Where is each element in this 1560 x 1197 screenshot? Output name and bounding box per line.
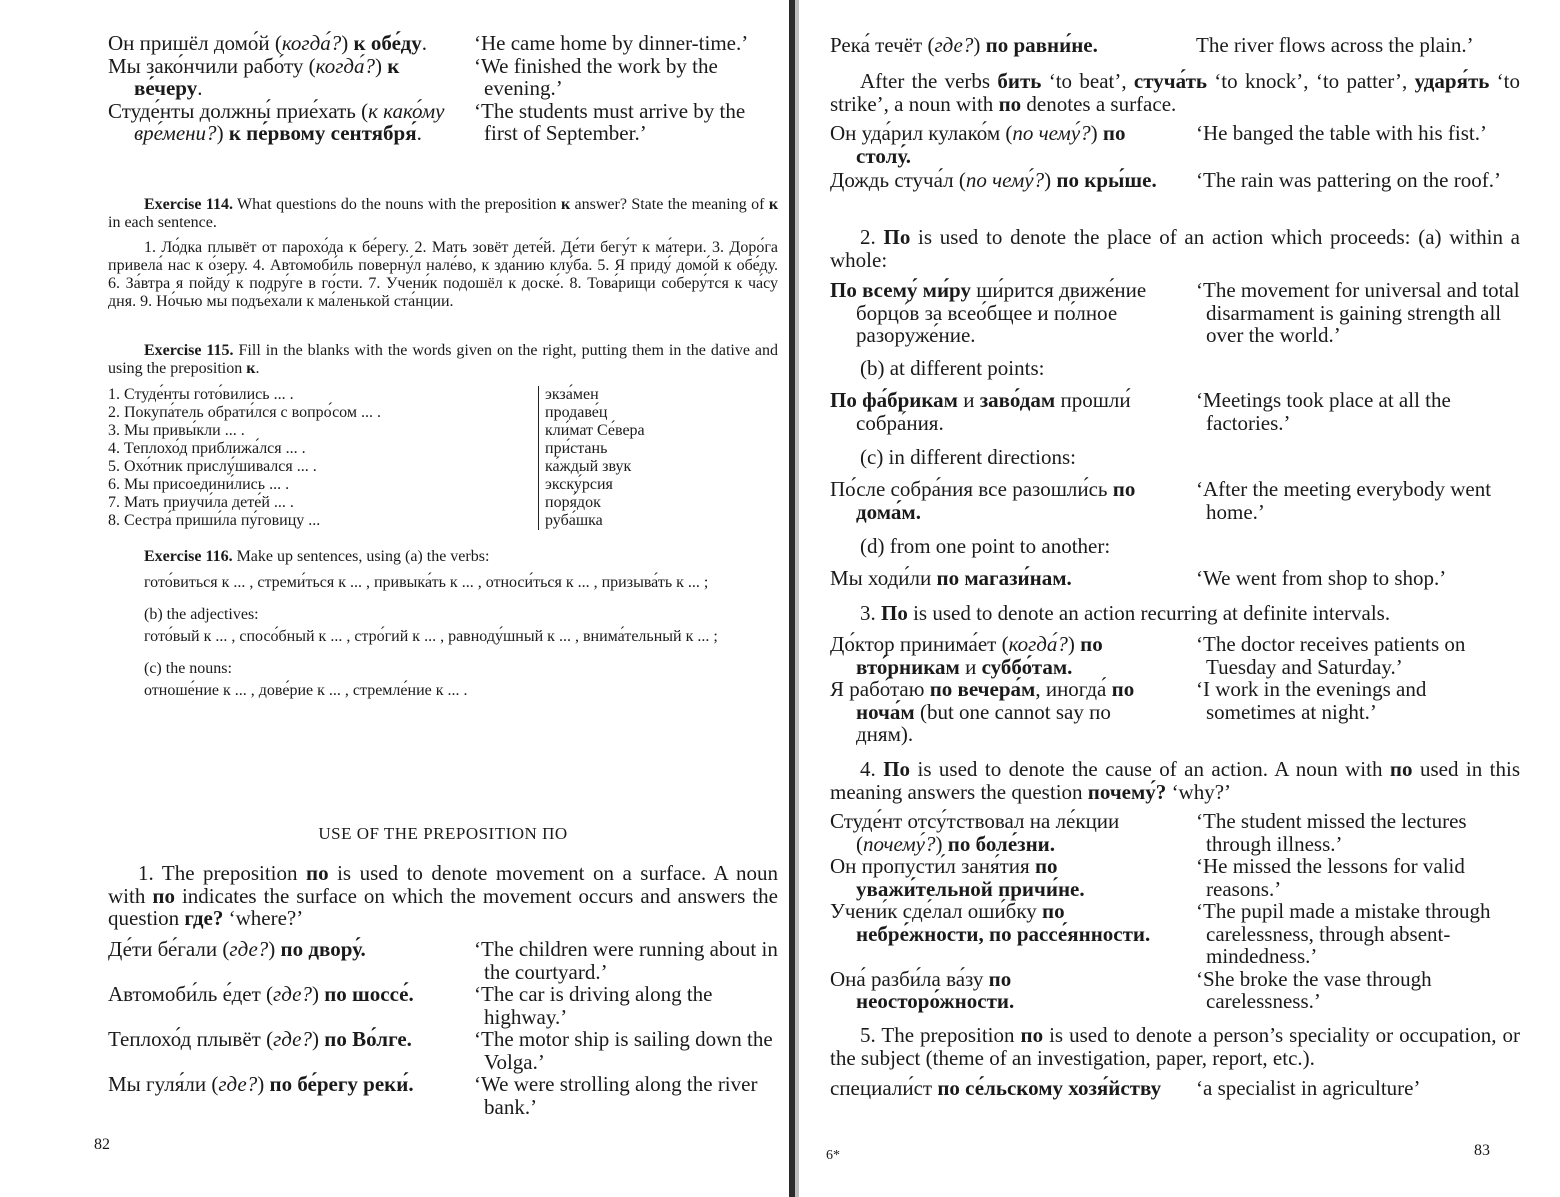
russian-example: Мы зако́нчили рабо́ту (когда́?) к ве́черу.	[108, 53, 400, 100]
english-translation: ‘We were strolling along the river bank.’	[474, 1072, 758, 1119]
english-translation: ‘The movement for universal and total disarmament is gaining strength all over the world.’	[1196, 278, 1520, 347]
russian-example: Студе́нт отсу́тствовал на ле́кции (почему́?) по боле́зни.	[830, 809, 1120, 856]
label-c: (c) in different directions:	[860, 445, 1076, 469]
paragraph-5	[830, 1024, 1520, 1069]
example-pair	[830, 389, 1520, 434]
exercise-115-sentence: 3. Мы привы́кли ... .	[108, 422, 245, 439]
example-pair	[830, 1077, 1520, 1100]
exercise-116-verbs: гото́виться к ... , стреми́ться к ... , привыка́ть к ... , относи́ться к ... , призыва́ть к ... ;	[144, 574, 709, 591]
exercise-114-body: 1. Ло́дка плывёт от парохо́да к бе́регу. 2. Мать зовёт дете́й. Де́ти бегу́т к ма́тери. 3. Доро́га привела́ нас к о́зеру. 4. Автомоби́ль поверну́л нале́во, к зда́нию клу́ба. 5. Я приду́ домо́й к обе́ду. 6. За́втра я пойду́ к подру́ге в го́сти. 7. Учени́к подошёл к доске́. 8. Това́рищи соберу́тся к ча́су дня. 9. Но́чью мы подъе́хали к ма́ленькой ста́нции.	[108, 239, 778, 310]
english-translation: ‘He missed the lessons for valid reasons.’	[1196, 854, 1465, 901]
example-pair	[830, 122, 1520, 167]
exercise-114-label: Exercise 114.	[144, 196, 233, 213]
english-translation: ‘He came home by dinner-time.’	[474, 31, 749, 55]
exercise-115-table	[108, 386, 778, 530]
example-pair	[830, 810, 1520, 855]
example-river	[830, 34, 1520, 57]
example-pair	[830, 968, 1520, 1013]
signature-mark: 6*	[826, 1148, 840, 1163]
example-pair	[830, 279, 1520, 347]
russian-example: Она́ разби́ла ва́зу по неосторо́жности.	[830, 966, 1015, 1013]
exercise-116-adjectives-label: (b) the adjectives:	[144, 606, 259, 623]
russian-example: Он пришёл домо́й (когда́?) к обе́ду.	[108, 31, 427, 55]
example-directions	[830, 478, 1520, 523]
russian-example: По фа́брикам и заво́дам прошли́ собра́ния.	[830, 388, 1131, 435]
exercise-115-word: при́стань	[538, 440, 778, 458]
exercise-116-nouns-label: (c) the nouns:	[144, 660, 232, 677]
exercise-114-instruction: What questions do the nouns with the preposition к answer? State the meaning of к in each sentence.	[108, 196, 779, 231]
example-pair	[830, 478, 1520, 523]
page-number-left: 82	[94, 1136, 110, 1153]
russian-example: По́сле собра́ния все разошли́сь по дома́м.	[830, 477, 1136, 524]
english-translation: ‘He banged the table with his fist.’	[1196, 121, 1488, 145]
example-pair	[830, 678, 1520, 746]
russian-example: Де́ти бе́гали (где?) по двору́.	[108, 937, 366, 961]
english-translation: ‘The student missed the lectures through illness.’	[1196, 809, 1467, 856]
exercise-114	[108, 196, 778, 311]
paragraph-2-text: 2. По is used to denote the place of an action which proceeds: (a) within a whole:	[830, 225, 1521, 272]
english-translation: ‘The motor ship is sailing down the Volga.’	[474, 1027, 773, 1074]
example-shop	[830, 567, 1520, 590]
english-translation: ‘The car is driving along the highway.’	[474, 982, 713, 1029]
paragraph-3	[830, 602, 1520, 625]
example-points	[830, 389, 1520, 434]
paragraph-verbs	[830, 70, 1520, 115]
english-translation: ‘She broke the vase through carelessness.’	[1196, 966, 1432, 1013]
paragraph-1-text: 1. The preposition по is used to denote movement on a surface. A noun with по indicates the surface on which the movement occurs and answers the question где? ‘where?’	[108, 861, 778, 930]
paragraph-4	[830, 758, 1520, 803]
right-page	[810, 0, 1560, 1197]
russian-example: специали́ст по се́льскому хозя́йству	[830, 1076, 1162, 1100]
exercise-115-sentence: 4. Теплохо́д приближа́лся ... .	[108, 440, 306, 457]
exercise-116	[108, 548, 778, 700]
example-pair	[830, 855, 1520, 900]
example-pair	[108, 1073, 778, 1118]
paragraph-3-text: 3. По is used to denote an action recurring at definite intervals.	[860, 601, 1391, 625]
russian-example: Учени́к сде́лал оши́бку по небре́жности, по рассе́янности.	[830, 899, 1151, 946]
example-pair	[830, 633, 1520, 678]
exercise-115-sentence: 7. Мать приучи́ла дете́й ... .	[108, 494, 294, 511]
examples-k-time	[108, 32, 778, 145]
exercise-116-instruction: Make up sentences, using (a) the verbs:	[232, 548, 490, 565]
exercise-115-label: Exercise 115.	[144, 342, 234, 359]
exercise-115-word: продаве́ц	[538, 404, 778, 422]
russian-example: По всему́ ми́ру ши́рится движе́ние борцо́в за всео́бщее и по́лное разоруже́ние.	[830, 278, 1147, 347]
english-translation: ‘After the meeting everybody went home.’	[1196, 477, 1492, 524]
english-translation: ‘I work in the evenings and sometimes at night.’	[1196, 677, 1427, 724]
paragraph-4-text: 4. По is used to denote the cause of an action. A noun with по used in this meaning answers the question почему́? ‘why?’	[830, 757, 1520, 804]
english-translation: The river flows across the plain.’	[1196, 33, 1474, 57]
russian-example: До́ктор принима́ет (когда́?) по вто́рникам и суббо́там.	[830, 632, 1103, 679]
exercise-115-word: ка́ждый звук	[538, 458, 778, 476]
section-heading: USE OF THE PREPOSITION ПО	[318, 824, 568, 843]
exercise-115-sentence: 2. Покупа́тель обрати́лся с вопро́сом ... .	[108, 404, 381, 421]
russian-example: Дождь стуча́л (по чему́?) по кры́ше.	[830, 168, 1157, 192]
examples-cause	[830, 810, 1520, 1013]
examples-surface	[830, 122, 1520, 192]
exercise-115-sentence: 5. Охо́тник прислу́шивался ... .	[108, 458, 317, 475]
russian-example: Мы ходи́ли по магази́нам.	[830, 566, 1072, 590]
exercise-115-sentence: 1. Студе́нты гото́вились ... .	[108, 386, 294, 403]
russian-example: Мы гуля́ли (где?) по бе́регу реки́.	[108, 1072, 414, 1096]
exercise-115-word: руба́шка	[538, 512, 778, 530]
paragraph-5-text: 5. The preposition по is used to denote a person’s speciality or occupation, or the subject (theme of an investigation, paper, report, etc.).	[830, 1023, 1521, 1070]
russian-example: Река́ течёт (где?) по равни́не.	[830, 33, 1098, 57]
exercise-115-word: поря́док	[538, 494, 778, 512]
example-specialist	[830, 1077, 1520, 1100]
english-translation: ‘The rain was pattering on the roof.’	[1196, 168, 1501, 192]
exercise-116-label: Exercise 116.	[144, 548, 233, 565]
example-pair	[108, 32, 778, 55]
english-translation: ‘The pupil made a mistake through carelessness, through absent-mindedness.’	[1196, 899, 1491, 968]
example-pair	[830, 900, 1520, 968]
paragraph-1	[108, 862, 778, 930]
russian-example: Он уда́рил кулако́м (по чему́?) по столу́.	[830, 121, 1126, 168]
examples-intervals	[830, 633, 1520, 746]
label-d: (d) from one point to another:	[860, 534, 1111, 558]
english-translation: ‘Meetings took place at all the factories.’	[1196, 388, 1451, 435]
label-b: (b) at different points:	[860, 356, 1045, 380]
example-pair	[108, 938, 778, 983]
example-whole	[830, 279, 1520, 347]
russian-example: Автомоби́ль е́дет (где?) по шоссе́.	[108, 982, 414, 1006]
book-gutter-shadow	[795, 0, 799, 1197]
page-number-right: 83	[1474, 1142, 1490, 1159]
exercise-115	[108, 342, 778, 530]
exercise-115-word: экску́рсия	[538, 476, 778, 494]
example-pair	[830, 34, 1520, 57]
exercise-116-adjectives: гото́вый к ... , спосо́бный к ... , стро́гий к ... , равноду́шный к ... , внима́тельный к ... ;	[144, 628, 718, 645]
exercise-115-instruction: Fill in the blanks with the words given on the right, putting them in the dative and using the preposition к.	[108, 342, 779, 377]
exercise-116-nouns: отноше́ние к ... , дове́рие к ... , стремле́ние к ... .	[144, 682, 468, 699]
paragraph-verbs-text: After the verbs бить ‘to beat’, стуча́ть ‘to knock’, ‘to patter’, ударя́ть ‘to strike’, a noun with по denotes a surface.	[830, 69, 1521, 116]
example-pair	[108, 55, 778, 100]
english-translation: ‘The children were running about in the courtyard.’	[474, 937, 778, 984]
english-translation: ‘We finished the work by the evening.’	[474, 53, 718, 100]
example-pair	[108, 1028, 778, 1073]
russian-example: Я рабо́таю по вечера́м, иногда́ по ноча́м (but one cannot say по дням).	[830, 677, 1135, 746]
example-pair	[108, 100, 778, 145]
exercise-115-word: экза́мен	[538, 386, 778, 404]
example-pair	[108, 983, 778, 1028]
russian-example: Он пропусти́л заня́тия по уважи́тельной причи́не.	[830, 854, 1085, 901]
paragraph-2	[830, 226, 1520, 271]
russian-example: Студе́нты должны́ прие́хать (к како́му вре́мени?) к пе́рвому сентября́.	[108, 98, 445, 145]
english-translation: ‘The students must arrive by the first of September.’	[474, 98, 746, 145]
example-pair	[830, 169, 1520, 192]
example-pair	[830, 567, 1520, 590]
english-translation: ‘The doctor receives patients on Tuesday and Saturday.’	[1196, 632, 1466, 679]
examples-po-surface	[108, 938, 778, 1118]
english-translation: ‘We went from shop to shop.’	[1196, 566, 1447, 590]
english-translation: ‘a specialist in agriculture’	[1196, 1076, 1421, 1100]
exercise-115-sentence: 8. Сестра́ приши́ла пу́говицу ...	[108, 512, 321, 529]
russian-example: Теплохо́д плывёт (где?) по Во́лге.	[108, 1027, 412, 1051]
exercise-115-sentence: 6. Мы присоедини́лись ... .	[108, 476, 290, 493]
exercise-115-word: кли́мат Се́вера	[538, 422, 778, 440]
